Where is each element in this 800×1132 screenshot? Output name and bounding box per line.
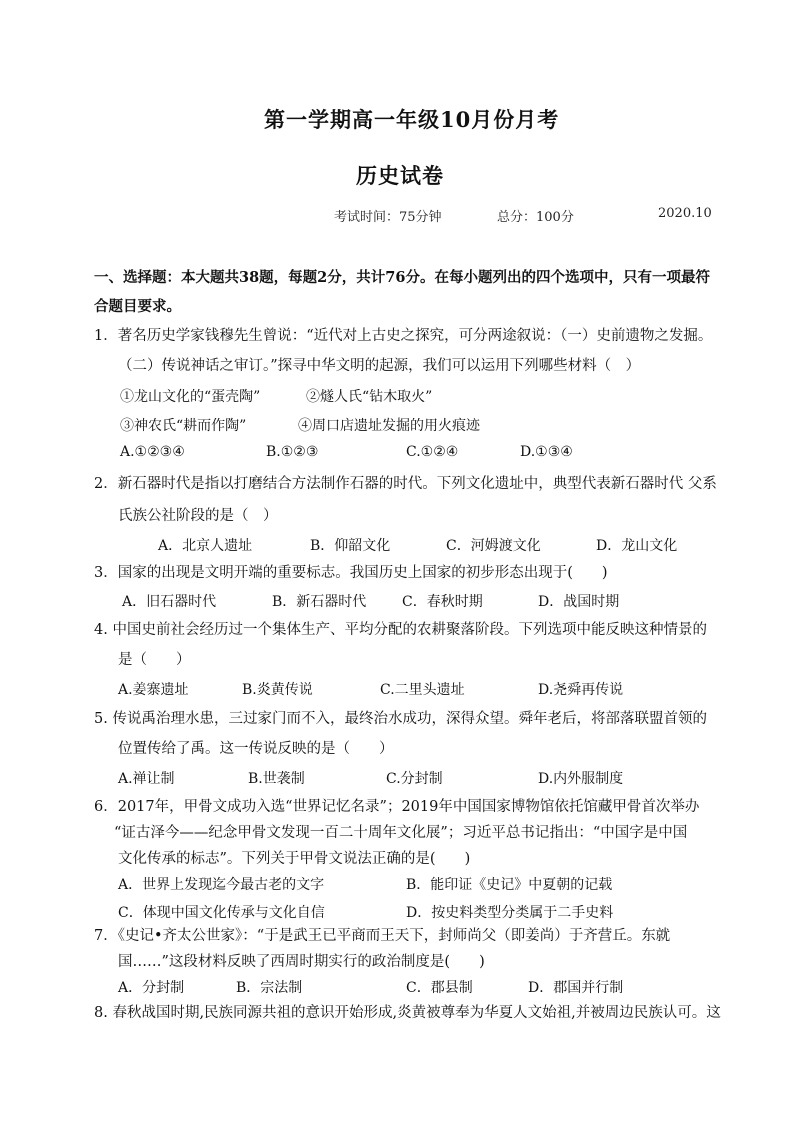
option-b: B．新石器时代	[272, 594, 367, 610]
option-c: C．春秋时期	[402, 594, 483, 610]
option-d: D.内外服制度	[538, 771, 624, 787]
option-c: C．河姆渡文化	[446, 538, 541, 554]
question-line: 氏族公社阶段的是（ ）	[118, 508, 278, 524]
option-c: C.分封制	[386, 771, 443, 787]
option-a: A．北京人遗址	[158, 538, 253, 554]
question-line: 7．《史记•齐太公世家》：“于是武王已平商而王天下，封师尚父（即姜尚）于齐营丘。东就	[94, 928, 671, 944]
option-d: D．战国时期	[538, 594, 620, 610]
option-d: D．郡国并行制	[528, 980, 624, 996]
question-line: 3．国家的出现是文明开端的重要标志。我国历史上国家的初步形态出现于( )	[94, 565, 608, 581]
option-a: A.姜寨遗址	[118, 682, 189, 698]
section-heading: 一、选择题：本大题共38题，每题2分，共计76分。在每小题列出的四个选项中，只有一项最符	[94, 269, 710, 286]
option-a: A．分封制	[118, 980, 185, 996]
exam-title: 第一学期高一年级10月份月考	[264, 107, 560, 132]
question-line: 5. 传说禹治理水患，三过家门而不入，最终治水成功，深得众望。舜年老后，将部落联盟首领的	[94, 711, 707, 727]
option-d: D.尧舜再传说	[538, 682, 624, 698]
option-c: C.①②④	[406, 444, 459, 460]
question-line: “证古泽今——纪念甲骨文发现一百二十周年文化展”；习近平总书记指出：“中国字是中国	[114, 825, 688, 841]
total-score: 总分：100分	[497, 210, 574, 225]
section-heading-cont: 合题目要求。	[94, 298, 181, 315]
question-line: 1．著名历史学家钱穆先生曾说：“近代对上古史之探究，可分两途叙说：（一）史前遗物之发掘。	[94, 328, 713, 344]
question-line: 4. 中国史前社会经历过一个集体生产、平均分配的农耕聚落阶段。下列选项中能反映这种情景的	[94, 622, 707, 638]
option-c: C.二里头遗址	[380, 682, 465, 698]
material-item: ④周口店遗址发掘的用火痕迹	[298, 418, 480, 434]
option-b: B.炎黄传说	[242, 682, 313, 698]
option-b: B.①②③	[266, 444, 319, 460]
question-line: 6．2017年，甲骨文成功入选“世界记忆名录”；2019年中国国家博物馆依托馆藏甲骨首次举办	[94, 799, 700, 815]
material-item: ②燧人氏“钻木取火”	[306, 389, 433, 405]
question-line: 8. 春秋战国时期,民族同源共祖的意识开始形成,炎黄被尊奉为华夏人文始祖,并被周边民族认可。这	[94, 1005, 721, 1021]
material-item: ③神农氏“耕而作陶”	[120, 418, 247, 434]
question-line: 文化传承的标志”。下列关于甲骨文说法正确的是( )	[118, 851, 471, 867]
option-a: A.①②③④	[120, 444, 185, 460]
option-b: B．宗法制	[236, 980, 303, 996]
option-c: C．郡县制	[406, 980, 473, 996]
option-d: D．按史料类型分类属于二手史料	[406, 905, 614, 921]
option-d: D．龙山文化	[596, 538, 678, 554]
option-b: B．能印证《史记》中夏朝的记载	[406, 877, 613, 893]
option-c: C．体现中国文化传承与文化自信	[118, 905, 325, 921]
question-line: 2．新石器时代是指以打磨结合方法制作石器的时代。下列文化遗址中，典型代表新石器时代 父系	[94, 476, 717, 492]
exam-time: 考试时间：75分钟	[334, 210, 442, 225]
exam-date: 2020.10	[658, 206, 712, 221]
option-a: A．旧石器时代	[122, 594, 217, 610]
material-item: ①龙山文化的“蛋壳陶”	[120, 389, 261, 405]
option-b: B．仰韶文化	[310, 538, 391, 554]
option-d: D.①③④	[520, 444, 573, 460]
question-line: （二）传说神话之审订。”探寻中华文明的起源，我们可以运用下列哪些材料（ ）	[118, 358, 641, 374]
option-a: A.禅让制	[118, 771, 175, 787]
option-a: A．世界上发现迄今最古老的文字	[118, 877, 325, 893]
question-line: 国……”这段材料反映了西周时期实行的政治制度是( )	[118, 954, 485, 970]
option-b: B.世袭制	[248, 771, 305, 787]
question-line: 位置传给了禹。这一传说反映的是（ ）	[118, 741, 394, 757]
question-line: 是（ ）	[118, 652, 191, 668]
exam-subject: 历史试卷	[356, 163, 444, 188]
